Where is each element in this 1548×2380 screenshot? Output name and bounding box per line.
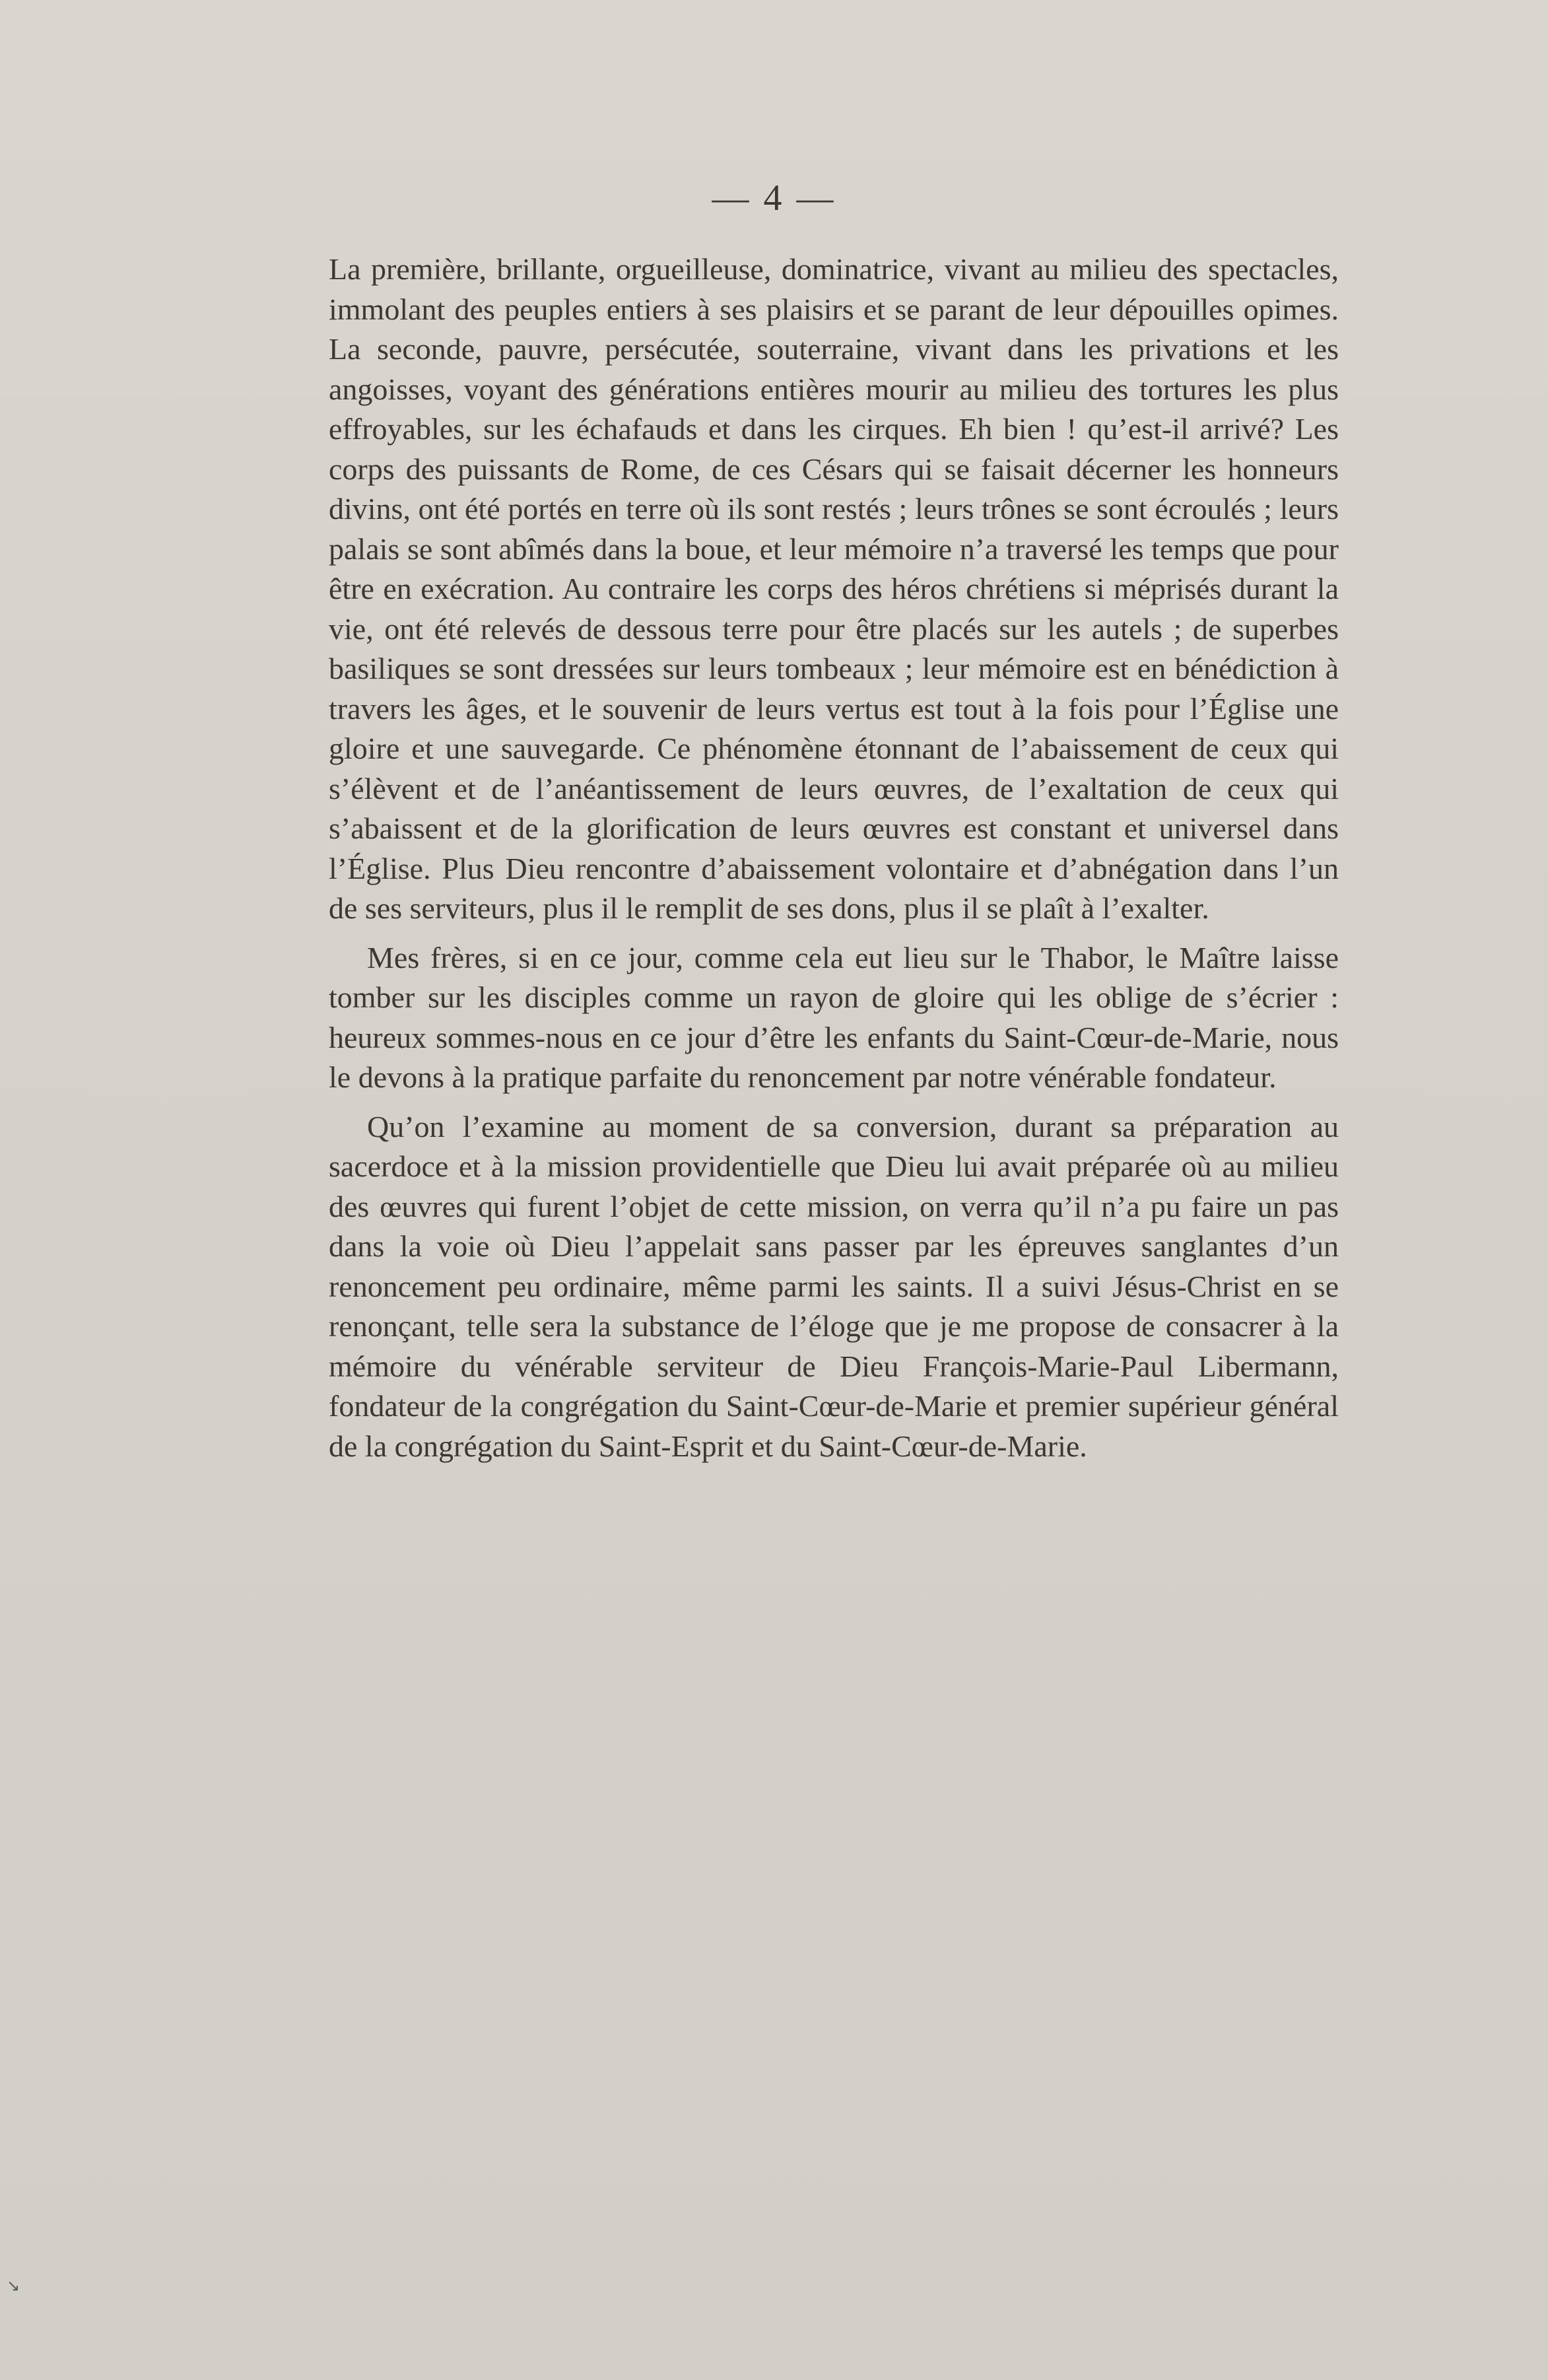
body-text xyxy=(329,250,1339,1466)
paragraph-3: Qu’on l’examine au moment de sa conversion, durant sa préparation au sacerdoce et à la mission providentielle que Dieu lui avait préparée où au milieu des œuvres qui furent l’objet de cette mission, on verra qu’il n’a pu faire un pas dans la voie où Dieu l’appelait sans passer par les épreuves sanglantes d’un renoncement peu ordinaire, même parmi les saints. Il a suivi Jésus-Christ en se renonçant, telle sera la substance de l’éloge que je me propose de consacrer à la mémoire du vénérable serviteur de Dieu François-Marie-Paul Libermann, fondateur de la congrégation du Saint-Cœur-de-Marie et premier supérieur général de la congrégation du Saint-Esprit et du Saint-Cœur-de-Marie. xyxy=(329,1109,1339,1463)
corner-mark-icon: ↘ xyxy=(7,2276,20,2295)
paragraph-2: Mes frères, si en ce jour, comme cela eut lieu sur le Thabor, le Maître laisse tomber sur les disciples comme un rayon de gloire qui les oblige de s’écrier : heureux sommes-nous en ce jour d’être les enfants du Saint-Cœur-de-Marie, nous le devons à la pratique parfaite du renoncement par notre vénérable fondateur. xyxy=(329,940,1339,1094)
page-number: — 4 — xyxy=(712,178,836,219)
paragraph-1: La première, brillante, orgueilleuse, dominatrice, vivant au milieu des spectacles, immolant des peuples entiers à ses plaisirs et se parant de leur dépouilles opimes. La seconde, pauvre, persécutée, souterraine, vivant dans les privations et les angoisses, voyant des générations entières mourir au milieu des tortures les plus effroyables, sur les échafauds et dans les cirques. Eh bien ! qu’est-il arrivé? Les corps des puissants de Rome, de ces Césars qui se faisait décerner les honneurs divins, ont été portés en terre où ils sont restés ; leurs trônes se sont écroulés ; leurs palais se sont abîmés dans la boue, et leur mémoire n’a traversé les temps que pour être en exécration. Au contraire les corps des héros chrétiens si méprisés durant la vie, ont été relevés de dessous terre pour être placés sur les autels ; de superbes basiliques se sont dressées sur leurs tombeaux ; leur mémoire est en bénédiction à travers les âges, et le souvenir de leurs vertus est tout à la fois pour l’Église une gloire et une sauvegarde. Ce phénomène étonnant de l’abaissement de ceux qui s’élèvent et de l’anéantissement de leurs œuvres, de l’exaltation de ceux qui s’abaissent et de la glorification de leurs œuvres est constant et universel dans l’Église. Plus Dieu rencontre d’abaissement volontaire et d’abnégation dans l’un de ses serviteurs, plus il le remplit de ses dons, plus il se plaît à l’exalter. xyxy=(329,252,1339,925)
